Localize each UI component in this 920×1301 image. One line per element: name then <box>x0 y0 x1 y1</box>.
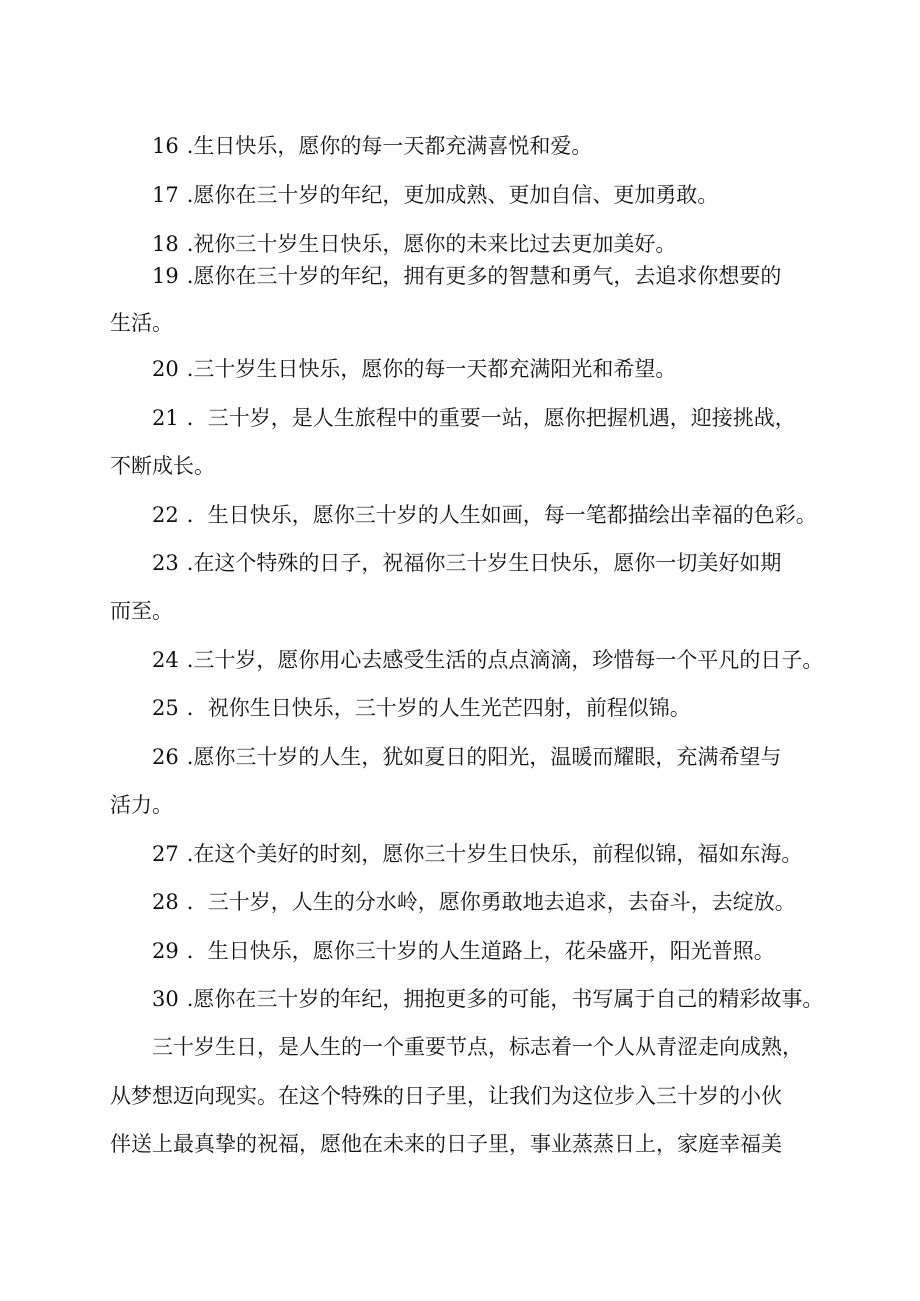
item-text: ．三十岁，人生的分水岭，愿你勇敢地去追求，去奋斗，去绽放。 <box>186 890 796 914</box>
item-number: 25 <box>152 696 179 720</box>
item-number: 29 <box>152 939 179 963</box>
item-text: .在这个特殊的日子，祝福你三十岁生日快乐，愿你一切美好如期 <box>186 551 782 575</box>
item-text: .祝你三十岁生日快乐，愿你的未来比过去更加美好。 <box>186 232 677 256</box>
list-item-22 <box>152 501 817 529</box>
list-item-17 <box>152 181 718 209</box>
item-text: ．祝你生日快乐，三十岁的人生光芒四射，前程似锦。 <box>186 696 691 720</box>
list-item-30 <box>152 985 823 1013</box>
item-number: 28 <box>152 890 179 914</box>
item-text: .愿你三十岁的人生，犹如夏日的阳光，温暖而耀眼，充满希望与 <box>186 745 782 769</box>
item-text: .生日快乐，愿你的每一天都充满喜悦和爱。 <box>186 134 593 158</box>
item-number: 20 <box>152 357 179 381</box>
list-item-25 <box>152 694 691 722</box>
list-item-29 <box>152 937 775 965</box>
item-number: 17 <box>152 183 179 207</box>
list-item-23-continuation: 而至。 <box>110 599 173 623</box>
item-text: ．生日快乐，愿你三十岁的人生如画，每一笔都描绘出幸福的色彩。 <box>186 503 817 527</box>
item-text: .愿你在三十岁的年纪，拥有更多的智慧和勇气，去追求你想要的 <box>186 264 782 288</box>
closing-paragraph-line-2: 从梦想迈向现实。在这个特殊的日子里，让我们为这位步入三十岁的小伙 <box>110 1084 782 1108</box>
list-item-27 <box>152 840 802 868</box>
list-item-24 <box>152 646 823 674</box>
item-number: 19 <box>152 264 179 288</box>
item-text: .三十岁，愿你用心去感受生活的点点滴滴，珍惜每一个平凡的日子。 <box>186 648 824 672</box>
list-item-18 <box>152 230 676 258</box>
item-number: 27 <box>152 842 179 866</box>
list-item-19 <box>152 262 781 290</box>
item-number: 21 <box>152 406 179 430</box>
item-number: 23 <box>152 551 179 575</box>
closing-paragraph-line-3: 伴送上最真挚的祝福，愿他在未来的日子里，事业蒸蒸日上，家庭幸福美 <box>110 1132 782 1156</box>
item-text: .愿你在三十岁的年纪，更加成熟、更加自信、更加勇敢。 <box>186 183 719 207</box>
item-number: 30 <box>152 987 179 1011</box>
item-text: .在这个美好的时刻，愿你三十岁生日快乐，前程似锦，福如东海。 <box>186 842 803 866</box>
item-number: 18 <box>152 232 179 256</box>
list-item-26 <box>152 743 781 771</box>
list-item-21 <box>152 404 796 432</box>
list-item-23 <box>152 549 781 577</box>
item-text: .三十岁生日快乐，愿你的每一天都充满阳光和希望。 <box>186 357 677 381</box>
list-item-28 <box>152 888 796 916</box>
item-number: 16 <box>152 134 179 158</box>
item-number: 24 <box>152 648 179 672</box>
list-item-16 <box>152 132 592 160</box>
item-text: ．三十岁，是人生旅程中的重要一站，愿你把握机遇，迎接挑战， <box>186 406 796 430</box>
list-item-20 <box>152 355 676 383</box>
list-item-21-continuation: 不断成长。 <box>110 454 215 478</box>
closing-paragraph-line-1: 三十岁生日，是人生的一个重要节点，标志着一个人从青涩走向成熟， <box>152 1035 803 1059</box>
list-item-26-continuation: 活力。 <box>110 793 173 817</box>
item-number: 26 <box>152 745 179 769</box>
item-text: ．生日快乐，愿你三十岁的人生道路上，花朵盛开，阳光普照。 <box>186 939 775 963</box>
list-item-19-continuation: 生活。 <box>110 311 173 335</box>
item-number: 22 <box>152 503 179 527</box>
item-text: .愿你在三十岁的年纪，拥抱更多的可能，书写属于自己的精彩故事。 <box>186 987 824 1011</box>
